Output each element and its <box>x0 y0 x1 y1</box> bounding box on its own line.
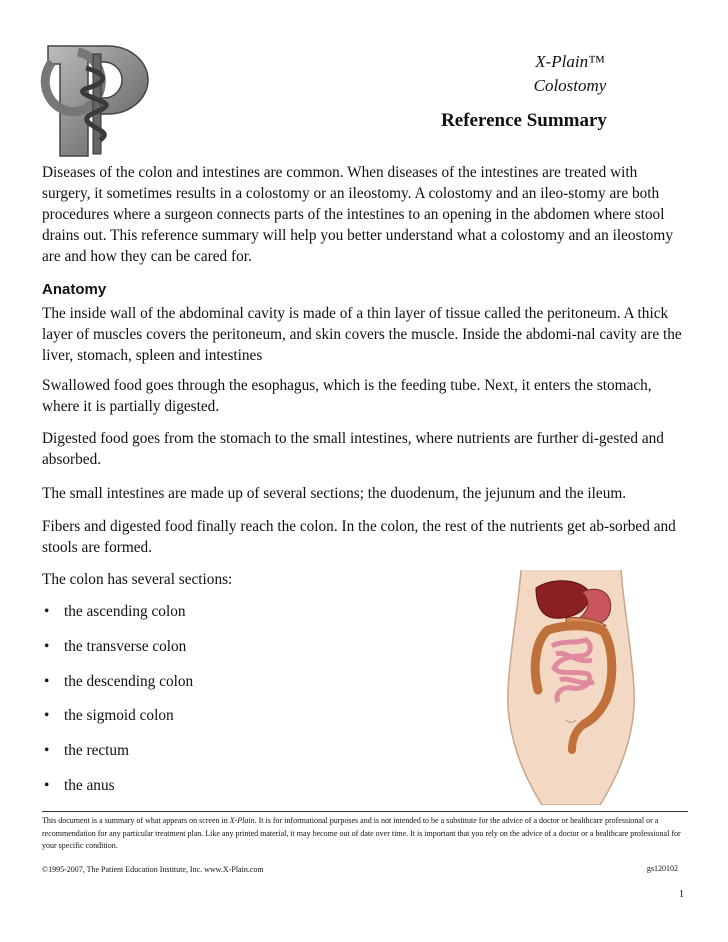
doc-type-title: Reference Summary <box>441 110 607 131</box>
anatomy-paragraph-6: The colon has several sections: <box>42 571 233 588</box>
intro-paragraph: Diseases of the colon and intestines are common. When diseases of the intestines are treated with surgery, it sometimes results in a colostomy or an ileostomy. A colostomy and an ileo-stomy are both procedures where a surgeon connects parts of the intestines to an opening in the abdomen where stool drains out. This reference summary will help you better understand what a colostomy and an ileostomy are and how they can be cared for. <box>42 164 673 265</box>
anatomy-paragraph-4: The small intestines are made up of several sections; the duodenum, the jejunum and the ileum. <box>42 485 627 502</box>
anatomy-heading: Anatomy <box>42 281 107 298</box>
list-item: • the ascending colon <box>44 603 186 620</box>
anatomy-paragraph-3: Digested food goes from the stomach to the small intestines, where nutrients are further di-gested and absorbed. <box>42 430 664 468</box>
brand-title: X-Plain™ <box>535 52 605 71</box>
anatomy-paragraph-2: Swallowed food goes through the esophagus, which is the feeding tube. Next, it enters the stomach, where it is partially digested. <box>42 377 652 415</box>
list-item: • the sigmoid colon <box>44 707 174 724</box>
footer-doc-code: gs120102 <box>646 864 678 873</box>
footer-disclaimer: This document is a summary of what appears on screen in X-Plain. It is for informational purposes and is not intended to be a substitute for the advice of a doctor or healthcare professional or a recommendation for any particular treatment plan. Like any printed material, it may become out of date over time. It is important that you rely on the advice of a doctor or a healthcare professional for your specific condition. <box>42 816 681 850</box>
topic-title: Colostomy <box>533 76 607 95</box>
footer-divider <box>42 811 688 812</box>
footer-copyright: ©1995-2007, The Patient Education Institute, Inc. www.X-Plain.com <box>42 865 264 874</box>
list-item: • the descending colon <box>44 673 194 690</box>
anatomy-paragraph-1: The inside wall of the abdominal cavity is made of a thin layer of tissue called the peritoneum. A thick layer of muscles covers the peritoneum, and skin covers the muscle. Inside the abdomi-nal cavity are the liver, stomach, spleen and intestines <box>42 305 682 364</box>
anatomy-paragraph-5: Fibers and digested food finally reach the colon. In the colon, the rest of the nutrients get ab-sorbed and stools are formed. <box>42 518 676 556</box>
digestive-anatomy-illustration <box>496 570 646 805</box>
list-item: • the transverse colon <box>44 638 187 655</box>
list-item: • the anus <box>44 777 115 794</box>
page-number: 1 <box>679 889 684 900</box>
x-plain-logo <box>38 40 156 162</box>
list-item: • the rectum <box>44 742 129 759</box>
